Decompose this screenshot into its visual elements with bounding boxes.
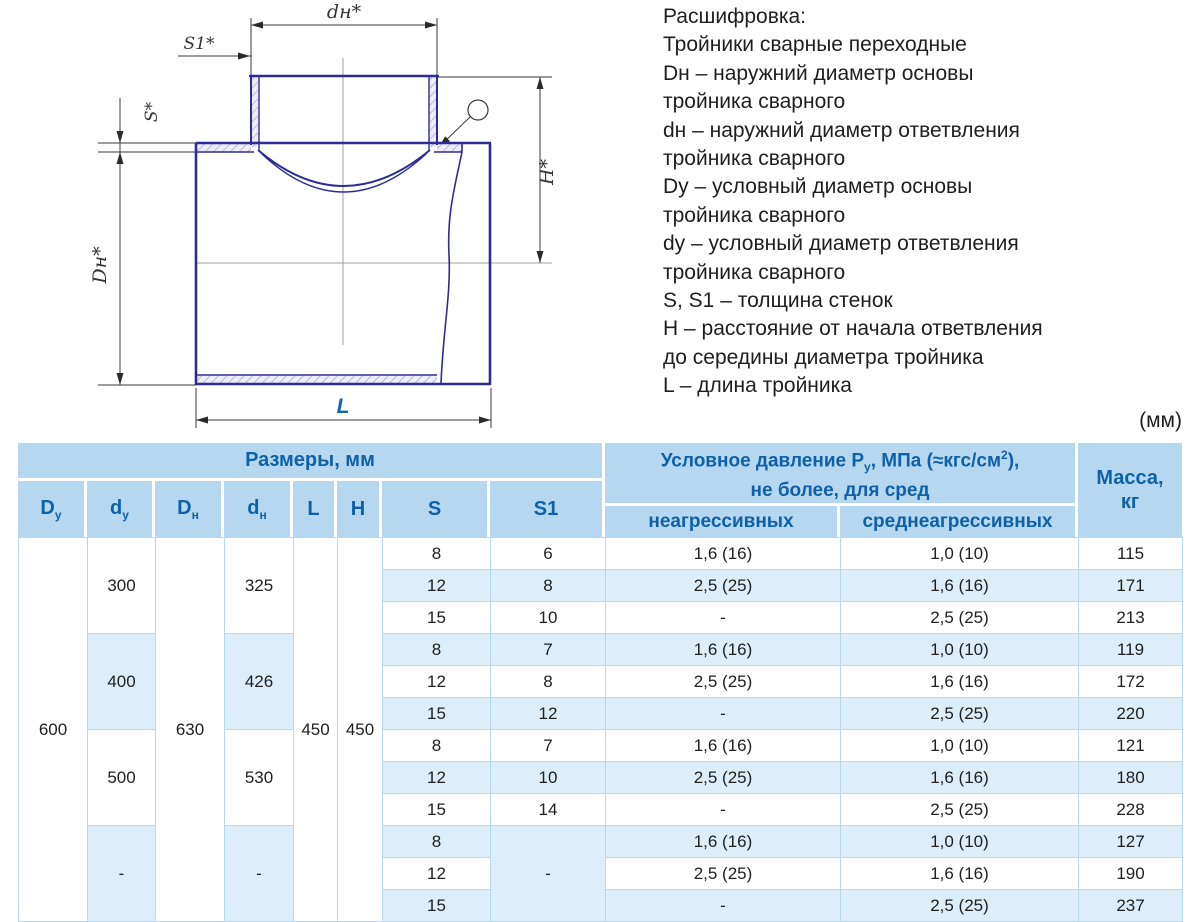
cell-ma: 2,5 (25): [841, 794, 1079, 826]
cell-dy: 300: [88, 538, 156, 634]
cell-s: 12: [383, 570, 491, 602]
cell-dn: -: [225, 826, 294, 922]
cell-na: 1,6 (16): [606, 634, 841, 666]
dimension-arrows: [117, 22, 544, 424]
header-col-dn: $d_н$: [224, 481, 290, 537]
legend-line: Расшифровка:: [663, 5, 807, 28]
cell-ma: 1,0 (10): [841, 826, 1079, 858]
h-label: H*: [536, 158, 558, 186]
header-col-H: H: [337, 481, 379, 537]
dimension-labels: [89, 1, 558, 418]
cell-H: 450: [338, 538, 383, 922]
cell-s1: 10: [491, 762, 606, 794]
cell-mass: 180: [1079, 762, 1183, 794]
legend-line: тройника сварного: [663, 203, 846, 227]
s-label: S*: [142, 101, 162, 123]
cell-s: 8: [383, 730, 491, 762]
dimension-lines: [98, 18, 552, 428]
cell-ma: 2,5 (25): [841, 890, 1079, 922]
cell-s1: 10: [491, 602, 606, 634]
cell-s1: 6: [491, 538, 606, 570]
cell-s1: -: [491, 826, 606, 922]
wall-hatching: [196, 77, 462, 384]
units-note: (мм): [1139, 409, 1182, 432]
header-col-Dy: $D_у$: [18, 481, 84, 537]
centerlines: [196, 58, 552, 345]
header-mass: Масса, кг: [1078, 443, 1182, 537]
cell-s: 12: [383, 762, 491, 794]
dn-branch-label: dн*: [326, 1, 362, 23]
tee-diagram: [0, 0, 660, 440]
cell-L: 450: [294, 538, 338, 922]
cell-ma: 2,5 (25): [841, 602, 1079, 634]
cell-s1: 12: [491, 698, 606, 730]
table-row: [19, 538, 1183, 570]
cell-mass: 190: [1079, 858, 1183, 890]
cell-dn: 325: [225, 538, 294, 634]
cell-Dy: 600: [19, 538, 88, 922]
legend-line: H – расстояние от начала ответвления: [663, 317, 1043, 341]
cell-na: 2,5 (25): [606, 858, 841, 890]
cell-s: 15: [383, 794, 491, 826]
cell-s1: 14: [491, 794, 606, 826]
header-env-nonaggressive: неагрессивных: [605, 506, 837, 537]
cell-ma: 1,0 (10): [841, 730, 1079, 762]
cell-s1: 7: [491, 730, 606, 762]
cell-s1: 8: [491, 570, 606, 602]
cell-dy: -: [88, 826, 156, 922]
cell-na: -: [606, 602, 841, 634]
cell-mass: 237: [1079, 890, 1183, 922]
header-col-S: S: [382, 481, 487, 537]
cell-na: -: [606, 890, 841, 922]
legend-text: [663, 3, 1195, 401]
cell-mass: 220: [1079, 698, 1183, 730]
cell-mass: 171: [1079, 570, 1183, 602]
legend-line: тройника сварного: [663, 147, 846, 171]
cell-ma: 1,0 (10): [841, 634, 1079, 666]
cell-s: 15: [383, 698, 491, 730]
cell-mass: 121: [1079, 730, 1183, 762]
dn-main-label: Dн*: [89, 246, 111, 284]
cell-na: 1,6 (16): [606, 730, 841, 762]
cell-na: 1,6 (16): [606, 826, 841, 858]
header-sizes-group: Размеры, мм: [18, 443, 602, 478]
cell-s: 12: [383, 666, 491, 698]
cell-s1: 7: [491, 634, 606, 666]
header-env-medium-aggressive: среднеагрессивных: [840, 506, 1075, 537]
cell-s: 12: [383, 858, 491, 890]
cell-s: 8: [383, 826, 491, 858]
cell-dn: 426: [225, 634, 294, 730]
cell-s: 8: [383, 634, 491, 666]
header-col-L: L: [293, 481, 334, 537]
cell-mass: 213: [1079, 602, 1183, 634]
cell-ma: 1,6 (16): [841, 762, 1079, 794]
cell-na: 1,6 (16): [606, 538, 841, 570]
dimensions-table: [18, 443, 1182, 922]
legend-line: до середины диаметра тройника: [663, 345, 984, 369]
cell-ma: 1,0 (10): [841, 538, 1079, 570]
cell-s: 8: [383, 538, 491, 570]
weld-callout-circle: [468, 100, 488, 120]
cell-ma: 1,6 (16): [841, 858, 1079, 890]
cell-na: 2,5 (25): [606, 570, 841, 602]
cell-s: 15: [383, 890, 491, 922]
cell-mass: 228: [1079, 794, 1183, 826]
cell-ma: 1,6 (16): [841, 666, 1079, 698]
cell-ma: 1,6 (16): [841, 570, 1079, 602]
legend-line: L – длина тройника: [663, 374, 852, 398]
cell-Dn: 630: [156, 538, 225, 922]
legend-line: тройника сварного: [663, 90, 846, 114]
cell-mass: 127: [1079, 826, 1183, 858]
cell-s: 15: [383, 602, 491, 634]
cell-na: 2,5 (25): [606, 762, 841, 794]
header-col-dy: $d_у$: [87, 481, 152, 537]
legend-line: S, S1 – толщина стенок: [663, 289, 893, 313]
cell-mass: 119: [1079, 634, 1183, 666]
legend-line: Dу – условный диаметр основы: [663, 175, 973, 199]
table-header: [18, 443, 1182, 537]
cell-na: 2,5 (25): [606, 666, 841, 698]
header-col-S1: S1: [490, 481, 602, 537]
cell-dn: 530: [225, 730, 294, 826]
cell-ma: 2,5 (25): [841, 698, 1079, 730]
cell-na: -: [606, 698, 841, 730]
legend-line: dy – условный диаметр ответвления: [663, 232, 1019, 256]
cell-dy: 400: [88, 634, 156, 730]
cell-dy: 500: [88, 730, 156, 826]
s1-label: S1*: [183, 34, 215, 54]
l-label: L: [336, 395, 350, 418]
legend-line: Dн – наружний диаметр основы: [663, 61, 974, 85]
cell-mass: 172: [1079, 666, 1183, 698]
legend-line: тройника сварного: [663, 260, 846, 284]
header-pressure-group: Условное давление $P_у$, МПа $(\approx кгс/см^2)$, не более, для сред: [605, 443, 1075, 503]
legend-line: Тройники сварные переходные: [663, 33, 967, 57]
cell-mass: 115: [1079, 538, 1183, 570]
cell-s1: 8: [491, 666, 606, 698]
cell-na: -: [606, 794, 841, 826]
legend-line: dн – наружний диаметр ответвления: [663, 118, 1020, 142]
header-col-Dn: $D_н$: [155, 481, 221, 537]
table-body: [18, 537, 1183, 922]
